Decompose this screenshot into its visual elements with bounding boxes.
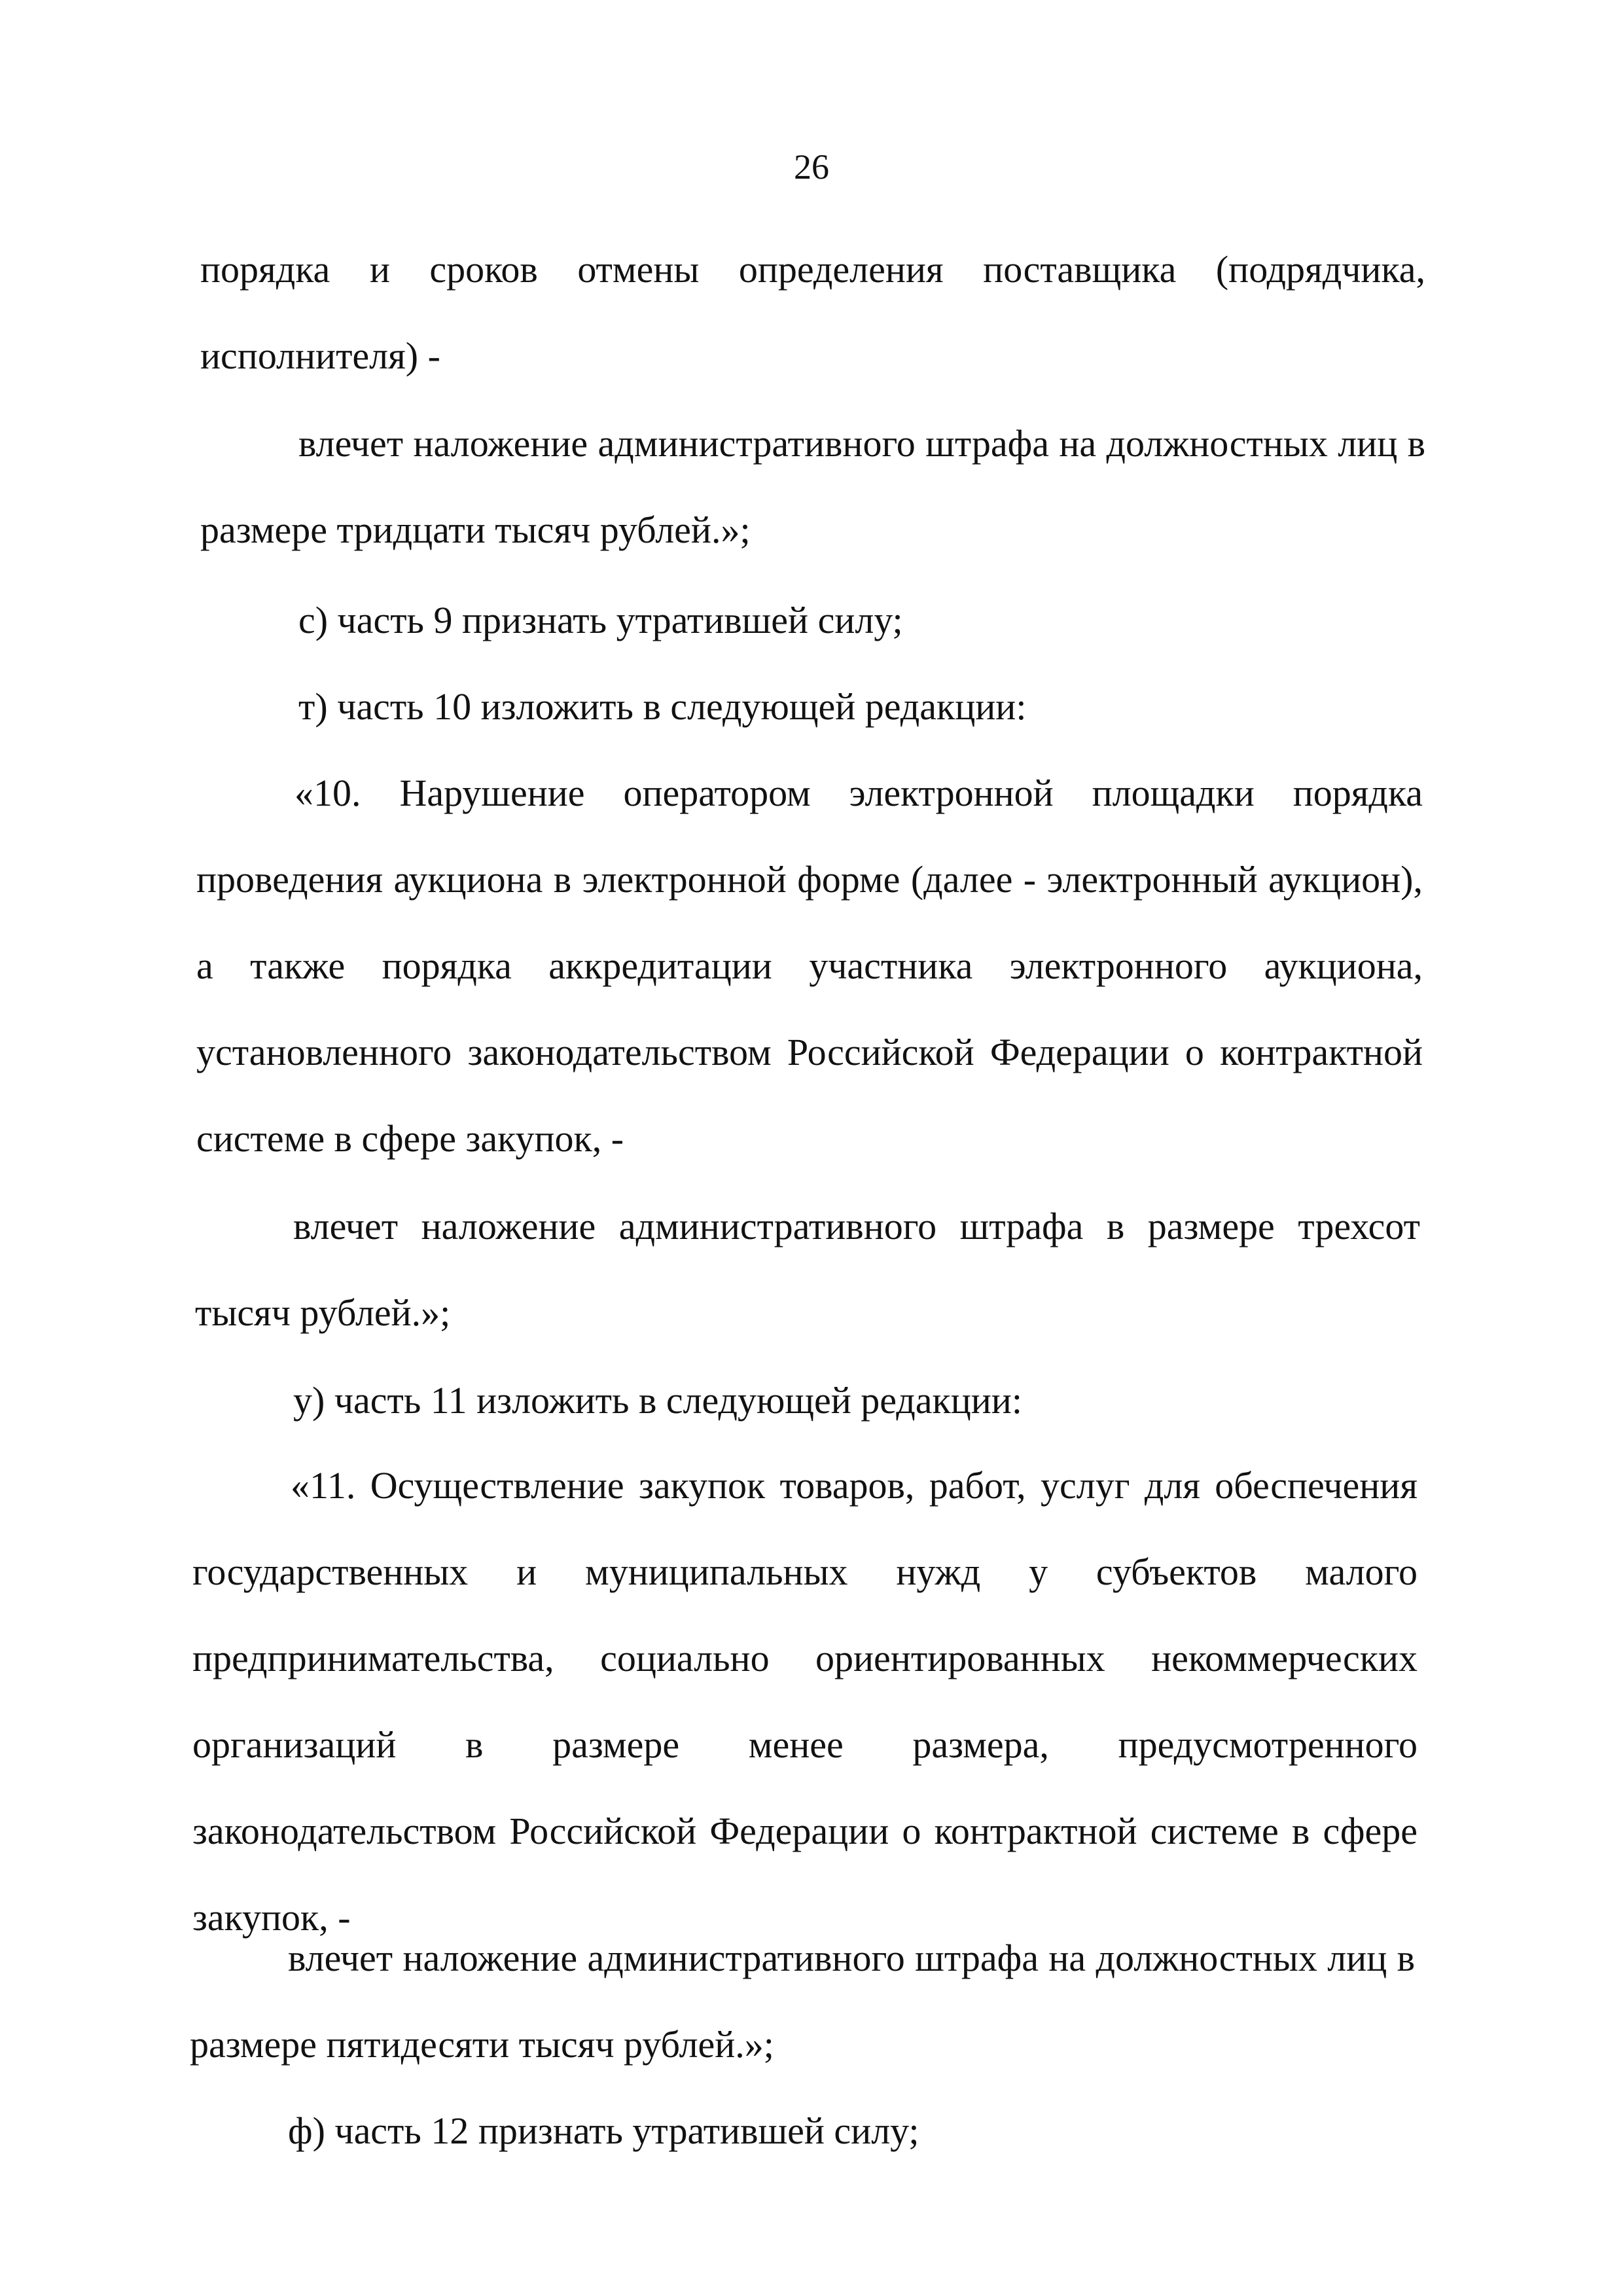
paragraph-continuation: порядка и сроков отмены определения поставщика (подрядчика, исполнителя) - bbox=[200, 248, 1425, 377]
paragraph-penalty-30000: влечет наложение административного штрафа на должностных лиц в размере тридцати тысяч рублей.»; bbox=[200, 422, 1425, 551]
page-number: 26 bbox=[794, 147, 829, 187]
paragraph-item-s: с) часть 9 признать утратившей силу; bbox=[298, 599, 903, 641]
paragraph-item-f: ф) часть 12 признать утратившей силу; bbox=[288, 2109, 919, 2152]
paragraph-part-11: «11. Осуществление закупок товаров, работ, услуг для обеспечения государственных и муниципальных нужд у субъектов малого предпринимательства, социально ориентированных некоммерческих организаций в размере менее размера, предусмотренного законодательством Российской Федерации о контрактной системе в сфере закупок, - bbox=[192, 1464, 1418, 1939]
paragraph-penalty-300000: влечет наложение административного штрафа в размере трехсот тысяч рублей.»; bbox=[195, 1205, 1420, 1334]
paragraph-item-t: т) часть 10 изложить в следующей редакции: bbox=[298, 685, 1027, 728]
paragraph-item-u: у) часть 11 изложить в следующей редакции: bbox=[293, 1379, 1022, 1422]
paragraph-part-10: «10. Нарушение оператором электронной площадки порядка проведения аукциона в электронной форме (далее - электронный аукцион), а также порядка аккредитации участника электронного аукциона, установленного законодательством Российской Федерации о контрактной системе в сфере закупок, - bbox=[196, 772, 1423, 1160]
paragraph-penalty-50000: влечет наложение административного штрафа на должностных лиц в размере пятидесяти тысяч рублей.»; bbox=[190, 1937, 1415, 2066]
